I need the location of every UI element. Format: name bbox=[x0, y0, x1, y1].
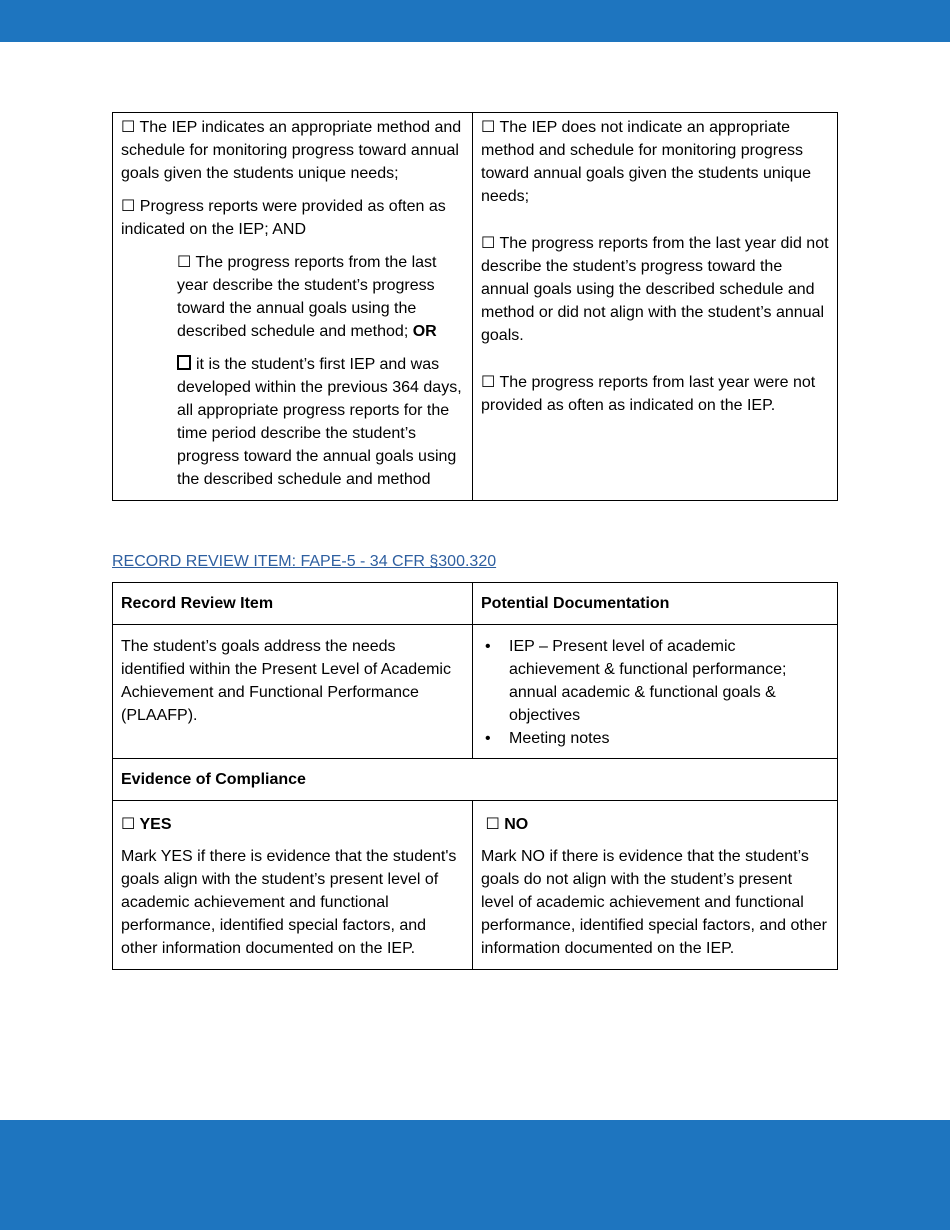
record-review-link[interactable]: RECORD REVIEW ITEM: FAPE-5 - 34 CFR §300.320 bbox=[112, 553, 497, 570]
no-description: Mark NO if there is evidence that the student’s goals do not align with the student’s present level of academic achievement and functional performance, identified special factors, and other information documented on the IEP. bbox=[481, 848, 827, 957]
header-record-review-item: Record Review Item bbox=[113, 583, 473, 625]
progress-criteria-table bbox=[112, 112, 838, 501]
subitem-text: it is the student’s first IEP and was developed within the previous 364 days, all appropriate progress reports for the time period describe the student’s progress toward the annual goals using the described schedule and method bbox=[177, 356, 462, 488]
footer-band bbox=[0, 1120, 950, 1230]
list-item: • Meeting notes bbox=[481, 727, 829, 750]
evidence-header: Evidence of Compliance bbox=[113, 759, 838, 801]
criteria-met-subitem[interactable] bbox=[177, 251, 464, 343]
criteria-met-cell bbox=[113, 113, 473, 501]
criteria-not-met-cell bbox=[473, 113, 838, 501]
yes-cell bbox=[113, 801, 473, 970]
yes-description: Mark YES if there is evidence that the student's goals align with the student’s present level of academic achievement and functional performance, identified special factors, and other information documented on the IEP. bbox=[121, 848, 457, 957]
criteria-not-met-item[interactable]: ☐ The progress reports from the last year did not describe the student’s progress toward the annual goals using the described schedule and method or did not align with the student’s annual goals. bbox=[481, 235, 829, 344]
documentation-list bbox=[481, 635, 829, 750]
record-review-table bbox=[112, 582, 838, 970]
checkbox-icon[interactable] bbox=[177, 355, 191, 370]
list-item: • IEP – Present level of academic achievement & functional performance; annual academic & functional goals & objectives bbox=[481, 635, 829, 727]
no-checkbox[interactable]: ☐ NO bbox=[481, 816, 529, 833]
or-label: OR bbox=[412, 323, 437, 340]
criteria-met-item[interactable]: ☐ Progress reports were provided as often as indicated on the IEP; AND bbox=[121, 198, 446, 238]
documentation-cell bbox=[473, 625, 838, 759]
yes-checkbox[interactable]: ☐ YES bbox=[121, 816, 172, 833]
header-potential-documentation: Potential Documentation bbox=[473, 583, 838, 625]
criteria-not-met-item[interactable]: ☐ The progress reports from last year were not provided as often as indicated on the IEP. bbox=[481, 374, 816, 414]
criteria-met-item[interactable]: ☐ The IEP indicates an appropriate method and schedule for monitoring progress toward annual goals given the students unique needs; bbox=[121, 119, 462, 182]
no-cell bbox=[473, 801, 838, 970]
header-band bbox=[0, 0, 950, 42]
criteria-not-met-item[interactable]: ☐ The IEP does not indicate an appropriate method and schedule for monitoring progress toward annual goals given the students unique needs; bbox=[481, 119, 812, 205]
subitem-text: ☐ The progress reports from the last year describe the student’s progress toward the annual goals using the described schedule and method; bbox=[177, 254, 437, 340]
review-item-text: The student’s goals address the needs identified within the Present Level of Academic Achievement and Functional Performance (PLAAFP). bbox=[113, 625, 473, 759]
criteria-met-subitem[interactable] bbox=[177, 353, 464, 491]
